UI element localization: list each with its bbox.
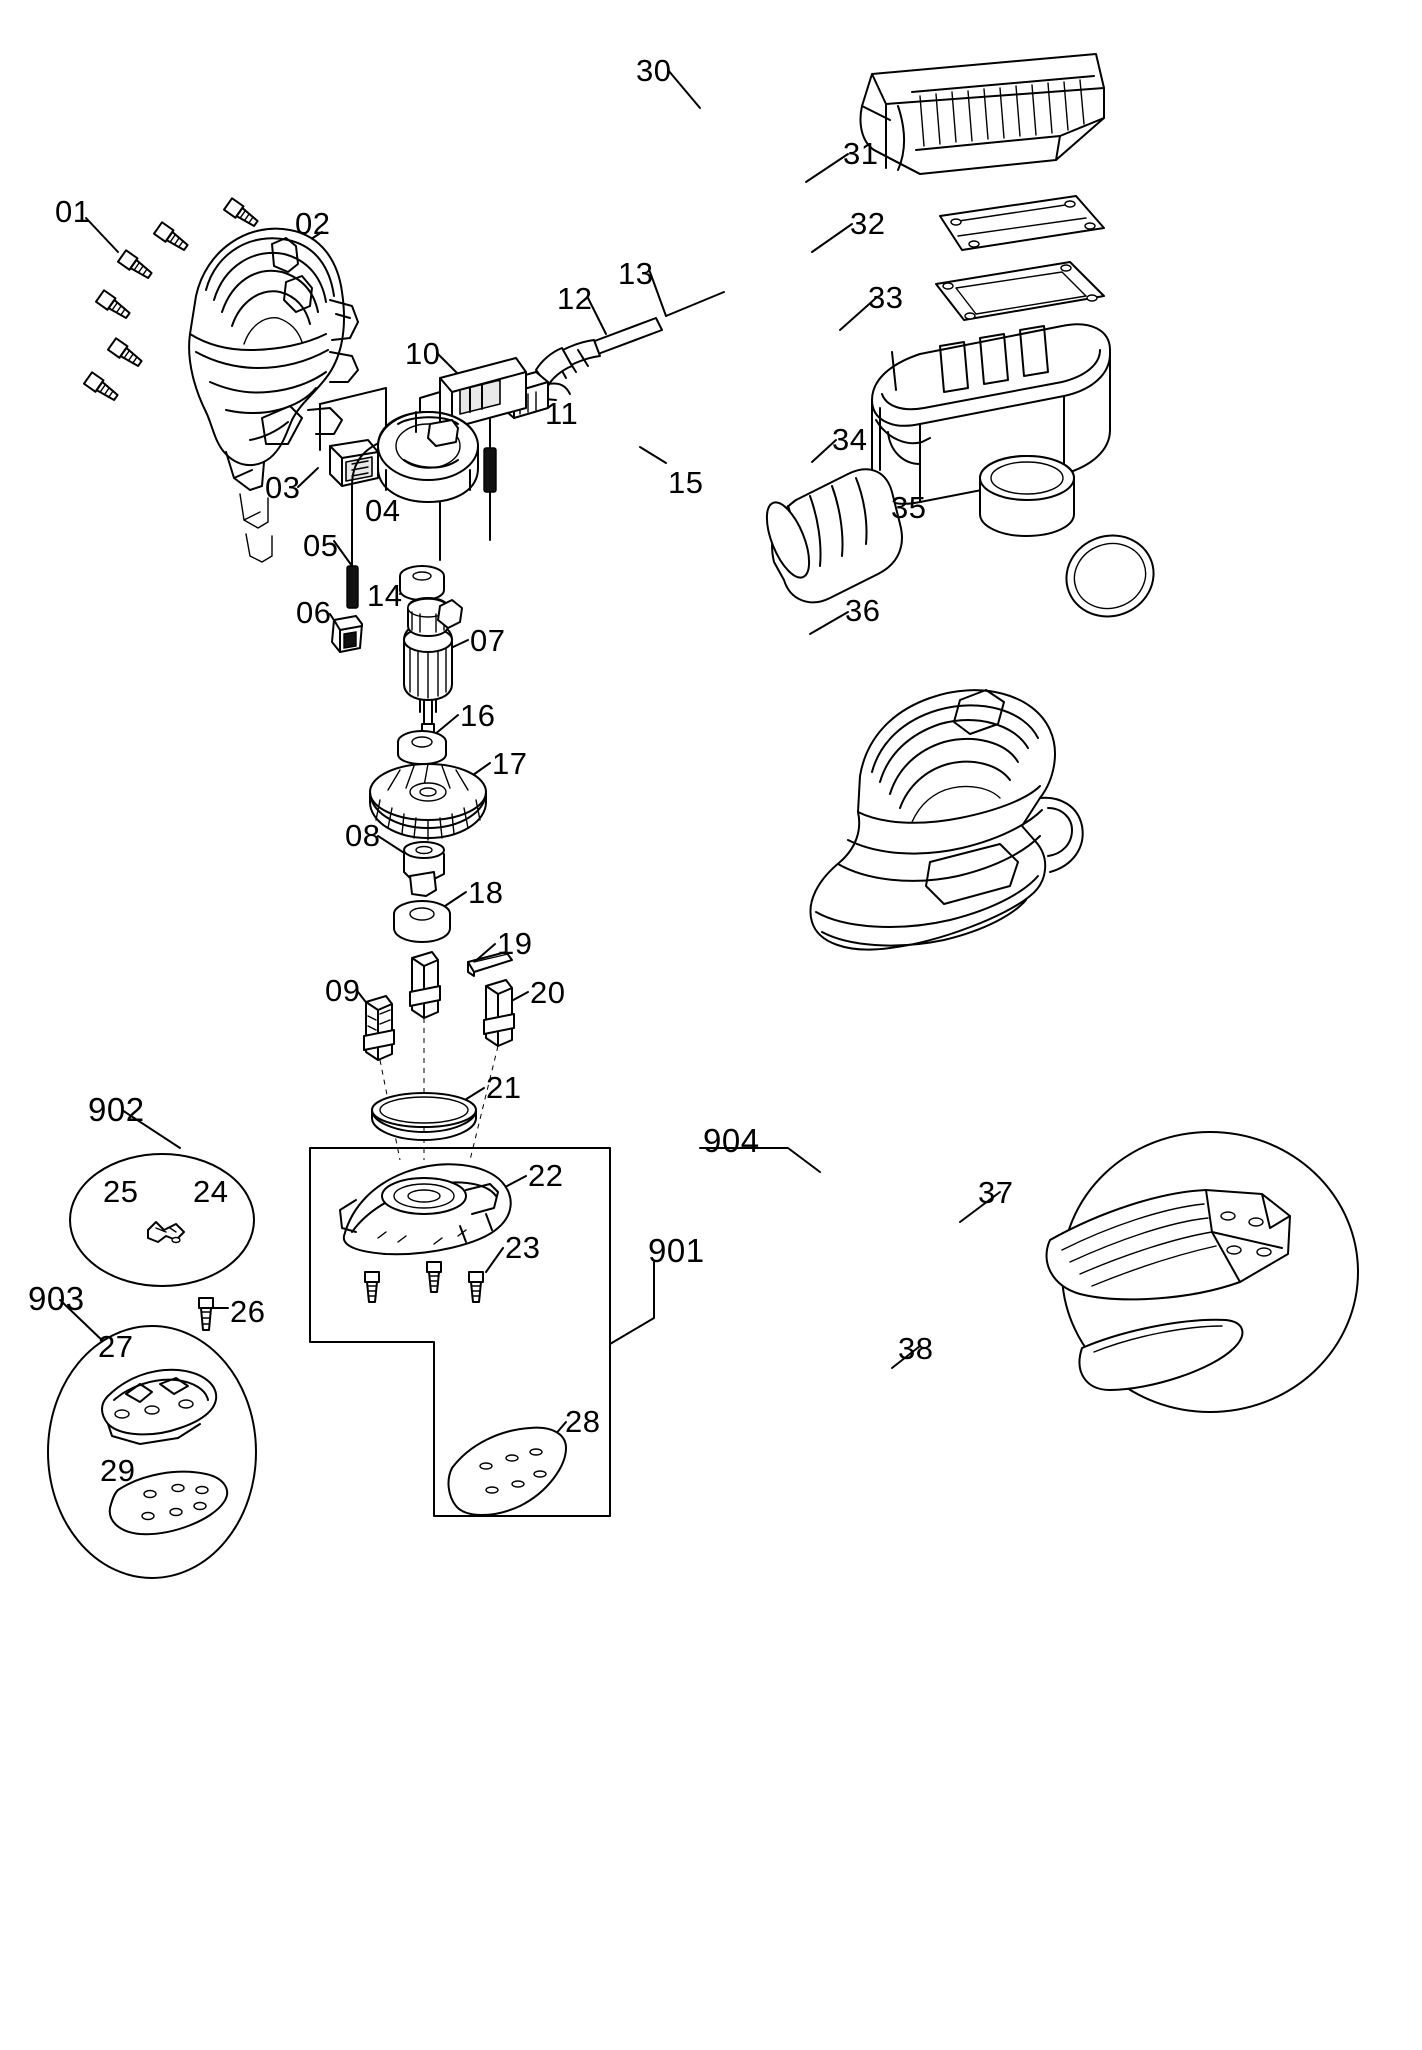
callout-26: 26 xyxy=(230,1294,266,1329)
callout-34: 34 xyxy=(832,422,868,457)
part-31-filter-plate xyxy=(940,196,1104,250)
part-30-dust-lid xyxy=(861,54,1105,174)
callout-19: 19 xyxy=(497,926,533,961)
part-28-sanding-sheet xyxy=(449,1428,566,1515)
callout-27: 27 xyxy=(98,1329,134,1364)
callout-36: 36 xyxy=(845,593,881,628)
part-32-gasket xyxy=(936,262,1104,320)
part-17-fan xyxy=(370,764,486,840)
callout-10: 10 xyxy=(405,336,441,371)
part-15-adapter-elbow xyxy=(758,469,902,602)
part-02-housing-half xyxy=(189,229,358,562)
callout-01: 01 xyxy=(55,194,91,229)
callout-07: 07 xyxy=(470,623,506,658)
callout-08: 08 xyxy=(345,818,381,853)
callout-15: 15 xyxy=(668,465,704,500)
callout-31: 31 xyxy=(843,136,879,171)
part-35-o-ring xyxy=(1055,523,1165,628)
callout-904: 904 xyxy=(703,1122,760,1159)
part-08-eccentric xyxy=(404,842,444,896)
part-14-bearing xyxy=(400,566,444,600)
callout-12: 12 xyxy=(557,281,593,316)
callout-28: 28 xyxy=(565,1404,601,1439)
part-22-platen xyxy=(340,1164,511,1254)
callout-21: 21 xyxy=(486,1070,522,1105)
callout-903: 903 xyxy=(28,1280,85,1317)
callout-23: 23 xyxy=(505,1230,541,1265)
part-mid-post xyxy=(410,952,440,1018)
callout-33: 33 xyxy=(868,280,904,315)
callout-38: 38 xyxy=(898,1331,934,1366)
callout-11: 11 xyxy=(545,396,579,431)
callout-25: 25 xyxy=(103,1174,139,1209)
part-16-bearing xyxy=(398,731,446,764)
callout-37: 37 xyxy=(978,1175,1014,1210)
part-21-ring xyxy=(372,1093,476,1140)
callout-35: 35 xyxy=(891,490,927,525)
part-26-screw xyxy=(199,1298,213,1330)
callout-02: 02 xyxy=(295,206,331,241)
part-23-screws xyxy=(365,1262,483,1302)
part-34-adapter xyxy=(980,456,1074,536)
callout-24: 24 xyxy=(193,1174,229,1209)
callout-16: 16 xyxy=(460,698,496,733)
group-904-detail xyxy=(1047,1132,1358,1412)
callout-901: 901 xyxy=(648,1232,705,1269)
callout-17: 17 xyxy=(492,746,528,781)
callout-20: 20 xyxy=(530,975,566,1010)
callout-18: 18 xyxy=(468,875,504,910)
callout-14: 14 xyxy=(367,578,403,613)
callout-09: 09 xyxy=(325,973,361,1008)
callout-902: 902 xyxy=(88,1091,145,1128)
part-04-field-assembly xyxy=(378,412,496,502)
callout-06: 06 xyxy=(296,595,332,630)
callout-29: 29 xyxy=(100,1453,136,1488)
callout-05: 05 xyxy=(303,528,339,563)
callout-32: 32 xyxy=(850,206,886,241)
callout-30: 30 xyxy=(636,53,672,88)
part-13-cord xyxy=(592,292,724,354)
part-18-bearing xyxy=(394,901,450,942)
callout-13: 13 xyxy=(618,256,654,291)
callout-04: 04 xyxy=(365,493,401,528)
part-09-post-left xyxy=(364,996,394,1060)
callout-22: 22 xyxy=(528,1158,564,1193)
group-903-detail xyxy=(48,1326,256,1578)
callout-03: 03 xyxy=(265,470,301,505)
part-36-assembled-tool xyxy=(810,690,1082,950)
part-20-post-right xyxy=(484,980,514,1046)
